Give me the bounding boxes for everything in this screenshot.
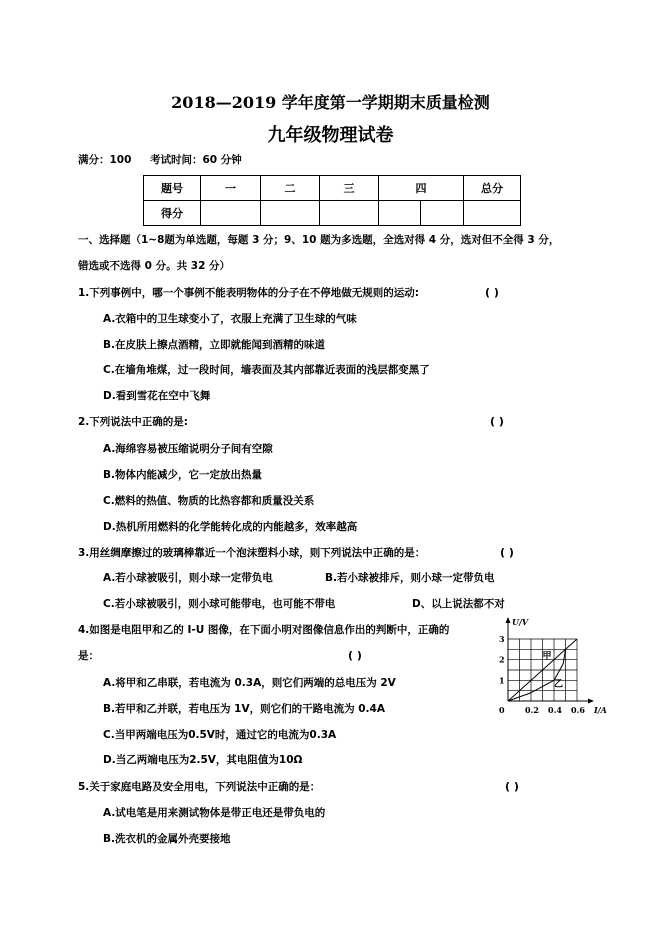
iu-graph bbox=[495, 615, 605, 725]
table-row bbox=[144, 201, 521, 226]
answer-blank: ( ) bbox=[490, 415, 504, 428]
full-score: 满分：100 bbox=[78, 154, 132, 166]
score-input bbox=[320, 201, 379, 226]
option: A.将甲和乙串联，若电流为 0.3A，则它们两端的总电压为 2V bbox=[103, 677, 396, 689]
option: A.试电笔是用来测试物体是带正电还是带负电的 bbox=[103, 807, 326, 819]
option: C.若小球被吸引，则小球可能带电，也可能不带电 bbox=[103, 598, 336, 610]
score-input bbox=[201, 201, 261, 226]
table-cell: 三 bbox=[320, 176, 379, 201]
x-axis-label: I/A bbox=[594, 705, 607, 715]
y-tick-label: 2 bbox=[499, 654, 505, 665]
table-cell: 二 bbox=[261, 176, 320, 201]
option: C.当甲两端电压为0.5V时，通过它的电流为0.3A bbox=[103, 729, 337, 741]
score-input bbox=[421, 201, 464, 226]
y-tick-label: 1 bbox=[499, 675, 505, 686]
question-3-stem: 3.用丝绸摩擦过的玻璃棒靠近一个泡沫塑料小球，则下列说法中正确的是： bbox=[78, 547, 426, 559]
score-input bbox=[379, 201, 421, 226]
question-4-stem-cont: 是： bbox=[78, 650, 99, 662]
exam-subtitle: 九年级物理试卷 bbox=[267, 125, 394, 146]
option: B.若甲和乙并联，若电压为 1V，则它们的干路电流为 0.4A bbox=[103, 703, 385, 715]
x-tick-label: 0.2 bbox=[525, 705, 539, 715]
exam-time: 考试时间：60 分钟 bbox=[150, 154, 242, 166]
table-cell: 题号 bbox=[144, 176, 201, 201]
x-tick-label: 0 bbox=[499, 705, 505, 715]
question-1-stem: 1.下列事例中，哪一个事例不能表明物体的分子在不停地做无规则的运动: bbox=[78, 287, 419, 299]
option: A.衣箱中的卫生球变小了，衣服上充满了卫生球的气味 bbox=[103, 313, 357, 325]
x-tick-label: 0.6 bbox=[571, 705, 585, 715]
option: B.在皮肤上擦点酒精，立即就能闻到酒精的味道 bbox=[103, 339, 325, 351]
answer-blank: ( ) bbox=[505, 780, 519, 793]
option: D.热机所用燃料的化学能转化成的内能越多，效率越高 bbox=[103, 521, 358, 533]
table-row bbox=[144, 176, 521, 201]
answer-blank: ( ) bbox=[485, 286, 499, 299]
option: B.洗衣机的金属外壳要接地 bbox=[103, 833, 231, 845]
exam-title: 2018—2019 学年度第一学期期末质量检测 bbox=[171, 93, 490, 112]
section-heading-cont: 错选或不选得 0 分。共 32 分） bbox=[78, 260, 231, 272]
table-cell: 四 bbox=[379, 176, 464, 201]
series-label: 甲 bbox=[542, 651, 552, 662]
series-label: 乙 bbox=[554, 679, 564, 690]
section-heading: 一、选择题（1~8题为单选题，每题 3 分；9、10 题为多选题，全选对得 4 分，选对但不全得 3 分， bbox=[78, 234, 560, 246]
x-axis-arrow-icon bbox=[588, 699, 594, 704]
y-axis-arrow-icon bbox=[506, 617, 511, 623]
option: A.海绵容易被压缩说明分子间有空隙 bbox=[103, 443, 273, 455]
score-table bbox=[143, 175, 521, 226]
option: A.若小球被吸引，则小球一定带负电 bbox=[103, 572, 273, 584]
table-cell: 总分 bbox=[464, 176, 521, 201]
answer-blank: ( ) bbox=[500, 546, 514, 559]
option: D.当乙两端电压为2.5V，其电阻值为10Ω bbox=[103, 754, 303, 766]
question-2-stem: 2.下列说法中正确的是: bbox=[78, 416, 188, 428]
option: B.若小球被排斥，则小球一定带负电 bbox=[325, 572, 495, 584]
score-input bbox=[464, 201, 521, 226]
y-axis-label: U/V bbox=[512, 617, 529, 627]
option: D、以上说法都不对 bbox=[412, 598, 505, 610]
option: B.物体内能减少，它一定放出热量 bbox=[103, 469, 262, 481]
option: C.在墙角堆煤，过一段时间，墙表面及其内部靠近表面的浅层都变黑了 bbox=[103, 364, 430, 376]
question-5-stem: 5.关于家庭电路及安全用电，下列说法中正确的是： bbox=[78, 781, 321, 793]
score-input bbox=[261, 201, 320, 226]
table-cell: 一 bbox=[201, 176, 261, 201]
question-4-stem: 4.如图是电阻甲和乙的 I-U 图像，在下面小明对图像信息作出的判断中，正确的 bbox=[78, 624, 450, 636]
answer-blank: ( ) bbox=[348, 649, 362, 662]
y-tick-label: 3 bbox=[499, 634, 505, 644]
x-tick-label: 0.4 bbox=[548, 705, 562, 715]
table-cell: 得分 bbox=[144, 201, 201, 226]
option: C.燃料的热值、物质的比热容都和质量没关系 bbox=[103, 495, 315, 507]
option: D.看到雪花在空中飞舞 bbox=[103, 390, 211, 402]
